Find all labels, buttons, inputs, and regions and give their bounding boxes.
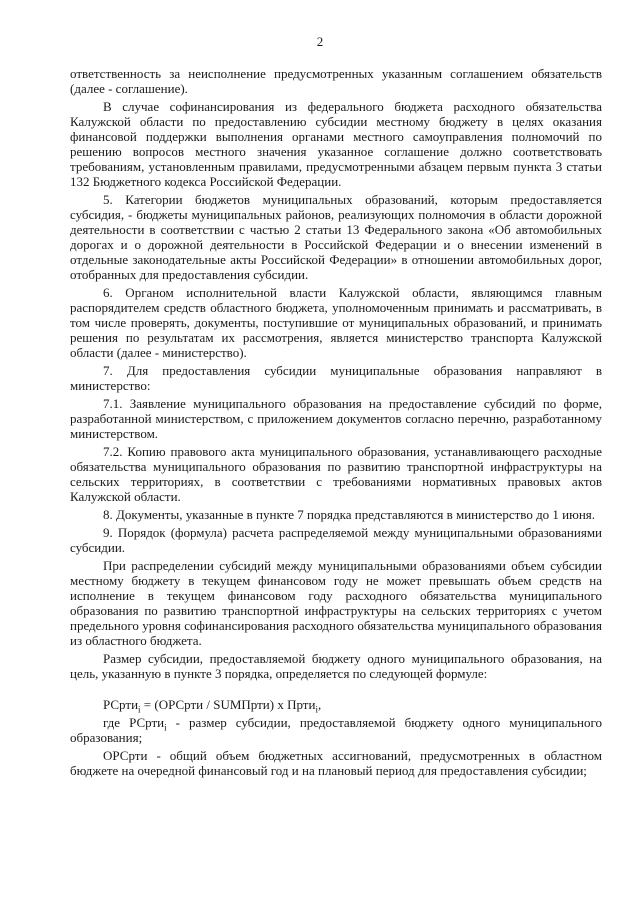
paragraph: ответственность за неисполнение предусмотренных указанным соглашением обязательств (далее - соглашение). xyxy=(70,66,602,96)
paragraph: 6. Органом исполнительной власти Калужской области, являющимся главным распорядителем средств областного бюджета, уполномоченным принимать и рассматривать, в том числе проверять, документы, поступившие от муниципальных образований, и принимать решения по результатам их рассмотрения, является министерство транспорта Калужской области (далее - министерство). xyxy=(70,285,602,360)
paragraph: 9. Порядок (формула) расчета распределяемой между муниципальными образованиями субсидии. xyxy=(70,525,602,555)
paragraph: Размер субсидии, предоставляемой бюджету одного муниципального образования, на цель, указанную в пункте 3 порядка, определяется по следующей формуле: xyxy=(70,651,602,681)
definition-text: где РСрти xyxy=(103,715,165,730)
formula-end: , xyxy=(317,697,322,712)
page-number: 2 xyxy=(316,34,324,49)
paragraph: 5. Категории бюджетов муниципальных образований, которым предоставляется субсидия, - бюджеты муниципальных районов, реализующих полномочия в области дорожной деятельности в соответствии с частью 2 статьи 13 Федерального закона «Об автомобильных дорогах и о дорожной деятельности в Российской Федерации и о внесении изменений в отдельные законодательные акты Российской Федерации» в отношении автомобильных дорог, отобранных для предоставления субсидии. xyxy=(70,192,602,282)
paragraph: В случае софинансирования из федерального бюджета расходного обязательства Калужской области по предоставлению субсидии местному бюджету в целях оказания финансовой поддержки выполнения органами местного самоуправления полномочий по решению вопросов местного значения указанное соглашение должно соответствовать требованиям, установленным правилами, предусмотренными абзацем первым пункта 3 статьи 132 Бюджетного кодекса Российской Федерации. xyxy=(70,99,602,189)
subsidy-formula xyxy=(70,697,602,715)
paragraph: 7.1. Заявление муниципального образования на предоставление субсидий по форме, разработанной министерством, с приложением документов согласно перечню, разработанному министерством. xyxy=(70,396,602,441)
formula-definition xyxy=(70,748,602,778)
definition-text: - размер субсидии, предоставляемой бюджету одного муниципального образования; xyxy=(70,715,602,745)
paragraph: При распределении субсидий между муниципальными образованиями объем субсидии местному бюджету в текущем финансовом году не может превышать объем средств на исполнение в текущем финансовом году расходного обязательства муниципального образования по развитию транспортной инфраструктуры на сельских территориях с учетом предельного уровня софинансирования расходного обязательства муниципального образования из областного бюджета. xyxy=(70,558,602,648)
formula-lhs: РСрти xyxy=(103,697,139,712)
definition-text: ОРСрти - общий объем бюджетных ассигнований, предусмотренных в областном бюджете на очередной финансовый год и на плановый период для предоставления субсидии; xyxy=(70,748,602,778)
formula-subscript: i xyxy=(138,704,141,715)
formula-definition xyxy=(70,715,602,745)
document-body xyxy=(70,66,602,781)
paragraph: 7.2. Копию правового акта муниципального образования, устанавливающего расходные обязательства муниципального образования по развитию транспортной инфраструктуры на сельских территориях, в соответствии с требованиями нормативных правовых актов Калужской области. xyxy=(70,444,602,504)
definition-subscript: i xyxy=(164,722,167,733)
formula-body: = (ОРСрти / SUMПрти) x Прти xyxy=(140,697,316,712)
paragraph: 8. Документы, указанные в пункте 7 порядка представляются в министерство до 1 июня. xyxy=(103,507,596,522)
formula-subscript: i xyxy=(315,704,318,715)
paragraph: 7. Для предоставления субсидии муниципальные образования направляют в министерство: xyxy=(70,363,602,393)
